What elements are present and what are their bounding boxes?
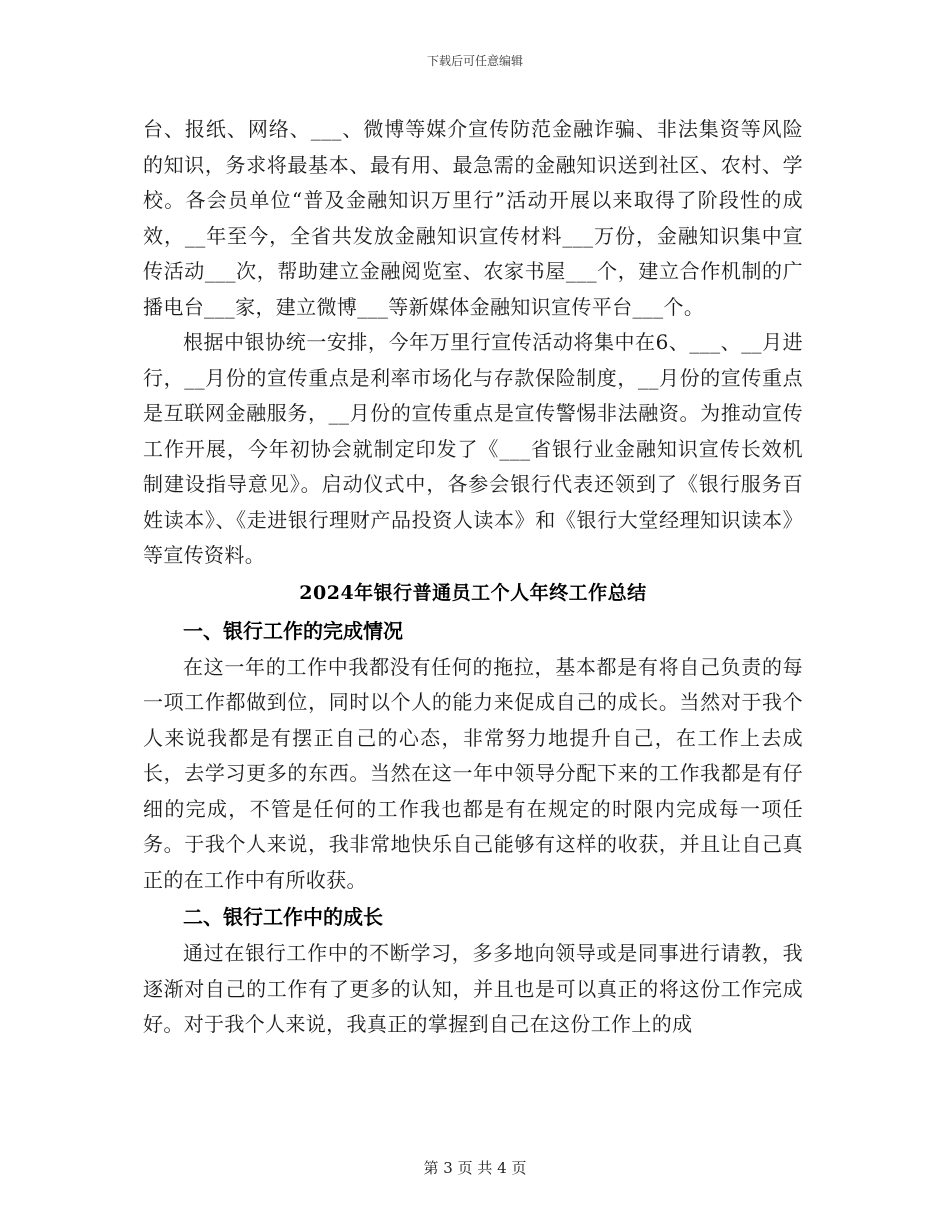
paragraph-growth: 通过在银行工作中的不断学习，多多地向领导或是同事进行请教，我逐渐对自己的工作有了更多的认知，并且也是可以真正的将这份工作完成好。对于我个人来说，我真正的掌握到自己在这份工作上的成 (143, 941, 803, 1036)
paragraph-media-publicity: 台、报纸、网络、___、微博等媒介宣传防范金融诈骗、非法集资等风险的知识，务求将最基本、最有用、最急需的金融知识送到社区、农村、学校。各会员单位“普及金融知识万里行”活动开展以来取得了阶段性的成效，__年至今，全省共发放金融知识宣传材料___万份，金融知识集中宣传活动___次，帮助建立金融阅览室、农家书屋___个，建立合作机制的广播电台___家，建立微博___等新媒体金融知识宣传平台___个。 (143, 117, 803, 319)
section-heading-growth: 二、银行工作中的成长 (183, 905, 383, 929)
document-title: 2024年银行普通员工个人年终工作总结 (299, 581, 647, 604)
page-number: 第 3 页 共 4 页 (423, 1159, 527, 1177)
document-body (143, 112, 803, 1043)
header-note: 下载后可任意编辑 (426, 54, 523, 68)
section-heading-completion: 一、银行工作的完成情况 (183, 618, 403, 643)
paragraph-campaign-schedule: 根据中银协统一安排，今年万里行宣传活动将集中在6、___、__月进行，__月份的宣传重点是利率市场化与存款保险制度，__月份的宣传重点是互联网金融服务，__月份的宣传重点是宣传警惕非法融资。为推动宣传工作开展，今年初协会就制定印发了《___省银行业金融知识宣传长效机制建设指导意见》。启动仪式中，各参会银行代表还领到了《银行服务百姓读本》、《走进银行理财产品投资人读本》和《银行大堂经理知识读本》等宣传资料。 (143, 330, 803, 567)
paragraph-completion: 在这一年的工作中我都没有任何的拖拉，基本都是有将自己负责的每一项工作都做到位，同时以个人的能力来促成自己的成长。当然对于我个人来说我都是有摆正自己的心态，非常努力地提升自己，在工作上去成长，去学习更多的东西。当然在这一年中领导分配下来的工作我都是有仔细的完成，不管是任何的工作我也都是有在规定的时限内完成每一项任务。于我个人来说，我非常地快乐自己能够有这样的收获，并且让自己真正的在工作中有所收获。 (143, 654, 803, 892)
